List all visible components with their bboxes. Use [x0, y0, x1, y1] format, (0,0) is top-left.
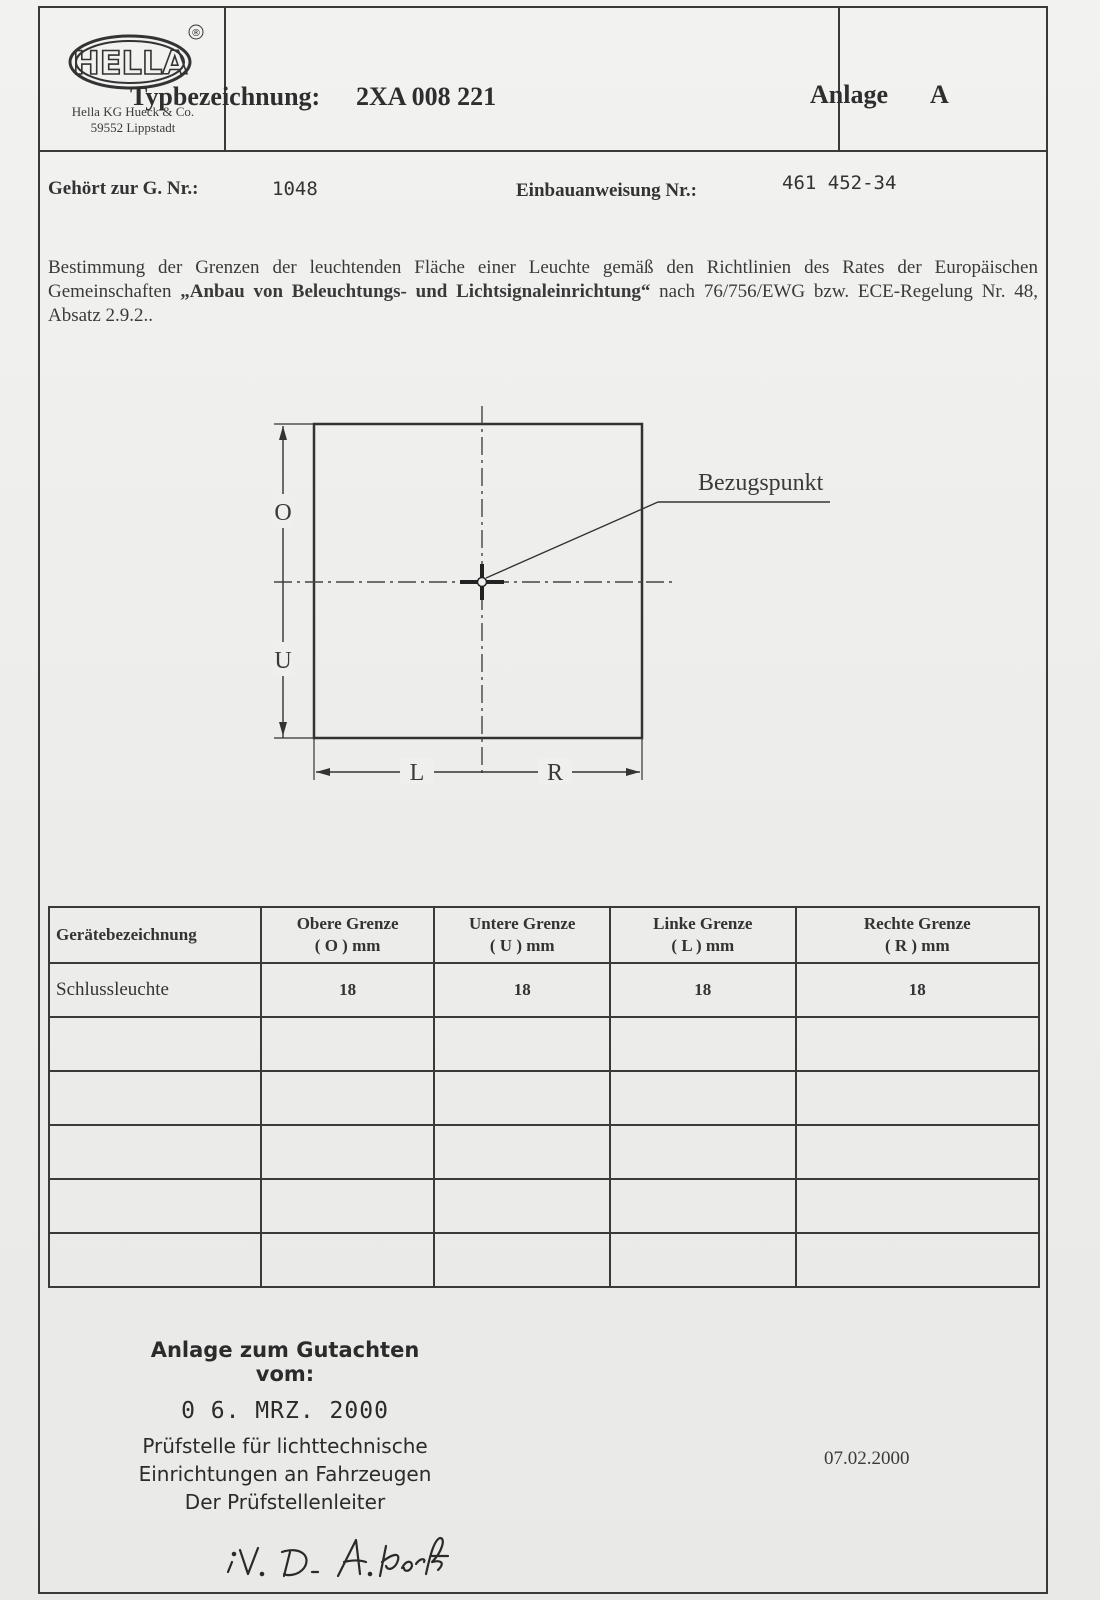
einbau-value: 461 452-34 [782, 172, 897, 194]
logo-cell [40, 8, 226, 150]
type-cell [226, 8, 840, 150]
stamp-line-1: Prüfstelle für lichttechnische [142, 1434, 428, 1458]
description-paragraph [48, 256, 1038, 328]
einbau-label: Einbauanweisung Nr.: [516, 180, 697, 201]
g-nr-label: Gehört zur G. Nr.: [48, 178, 199, 199]
anlage-value: A [930, 80, 949, 109]
g-nr-value: 1048 [272, 178, 318, 200]
company-name: Hella KG Hueck & Co. [71, 104, 195, 119]
reference-point [478, 578, 487, 587]
paragraph-bold: „Anbau von Beleuchtungs- und Lichtsignaleinrichtung“ [180, 281, 651, 302]
stamp-line-2: Einrichtungen an Fahrzeugen [138, 1462, 432, 1486]
cell-device: Schlussleuchte [49, 963, 261, 1017]
type-value: 2XA 008 221 [356, 82, 497, 111]
table-row [49, 1071, 1039, 1125]
paragraph-text-2: nach 76/756/EWG bzw. ECE-Regelung Nr. 48, Absatz 2.9.2.. [48, 281, 1038, 326]
company-city: 59552 Lippstadt [90, 120, 176, 135]
paragraph-text-1: Bestimmung der Grenzen der leuchtenden Fläche einer Leuchte gemäß den Richtlinien des Rates der Europäischen Gemeinschaften [48, 257, 1038, 302]
approval-stamp [135, 1338, 435, 1516]
cell-right: 18 [796, 963, 1039, 1017]
cell-upper: 18 [261, 963, 435, 1017]
signature-icon [220, 1526, 460, 1596]
label-u: U [274, 648, 292, 674]
table-row [49, 1179, 1039, 1233]
cell-lower: 18 [434, 963, 610, 1017]
stamp-title: Anlage zum Gutachten vom: [150, 1338, 420, 1386]
label-l: L [409, 760, 425, 786]
table-row [49, 963, 1039, 1017]
registered-mark: ® [191, 28, 201, 39]
anlage-label: Anlage [810, 80, 888, 109]
document-frame [38, 6, 1048, 1594]
stamp-line-3: Der Prüfstellenleiter [184, 1490, 386, 1514]
header-left: Linke Grenze ( L ) mm [610, 907, 796, 963]
logo-wordmark: HELLA [72, 44, 188, 82]
stamp-date: 0 6. MRZ. 2000 [181, 1398, 389, 1424]
header-upper: Obere Grenze ( O ) mm [261, 907, 435, 963]
document-header [40, 8, 1046, 152]
issue-date: 07.02.2000 [824, 1448, 910, 1469]
table-row [49, 1125, 1039, 1179]
table-row [49, 1233, 1039, 1287]
label-r: R [546, 760, 564, 786]
luminous-area-diagram [270, 406, 830, 806]
reference-point-label: Bezugspunkt [698, 470, 824, 496]
header-right: Rechte Grenze ( R ) mm [796, 907, 1039, 963]
header-device: Gerätebezeichnung [49, 907, 261, 963]
header-lower: Untere Grenze ( U ) mm [434, 907, 610, 963]
table-row [49, 1017, 1039, 1071]
table-header-row [49, 907, 1039, 963]
label-o: O [274, 500, 292, 526]
limits-table [48, 906, 1040, 1288]
type-label: Typbezeichnung: [130, 82, 321, 111]
cell-left: 18 [610, 963, 796, 1017]
